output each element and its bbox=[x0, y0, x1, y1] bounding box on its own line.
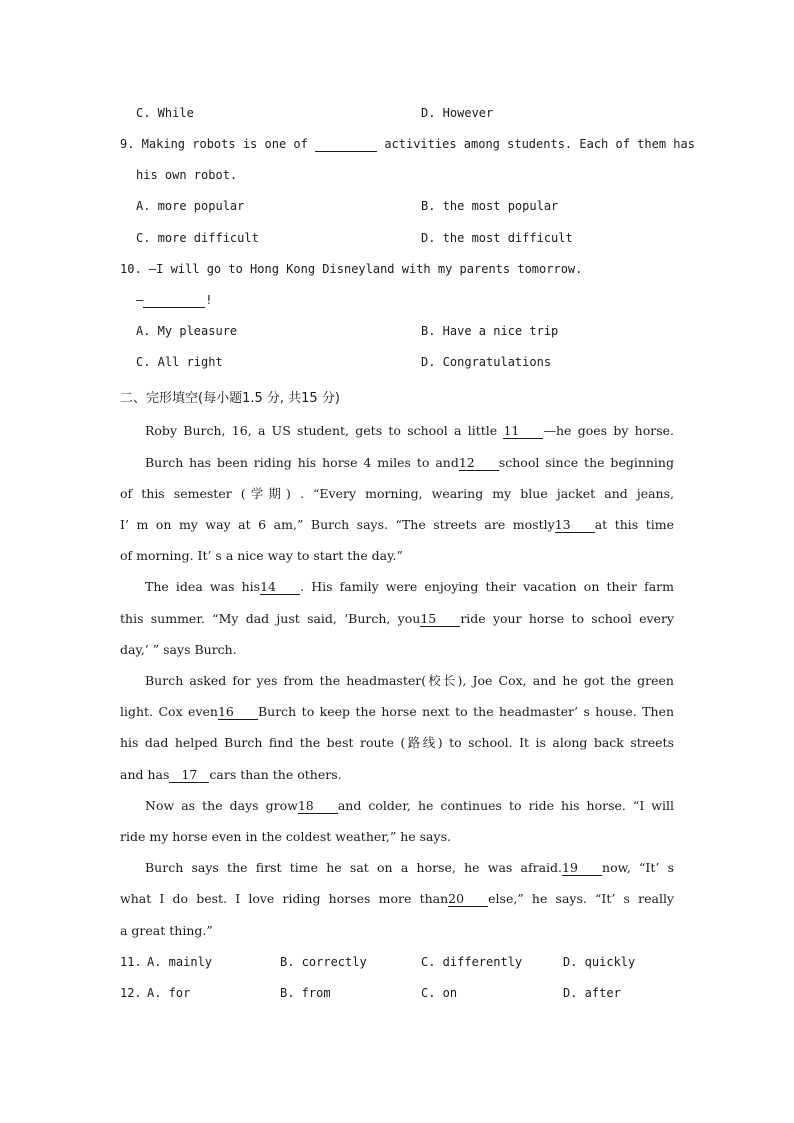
q11-option-b: B. correctly bbox=[280, 955, 367, 969]
passage-text: now, “It’ s bbox=[602, 860, 675, 875]
passage-text: Now as the days grow bbox=[145, 798, 298, 813]
passage-line bbox=[120, 517, 674, 533]
q9-option-d: D. the most difficult bbox=[421, 231, 573, 245]
blank-14: 14 bbox=[260, 580, 300, 595]
passage-text: light. Cox even bbox=[120, 704, 218, 719]
passage-line: day,’ ” says Burch. bbox=[120, 642, 237, 657]
passage-line: Burch asked for yes from the headmaster(校长), Joe Cox, and he got the green bbox=[145, 673, 674, 688]
passage-text: ride your horse to school every bbox=[460, 611, 674, 626]
blank-13: 13 bbox=[555, 518, 595, 533]
q8-option-c: C. While bbox=[136, 106, 194, 120]
q9-blank bbox=[315, 137, 377, 152]
passage-line bbox=[120, 891, 674, 907]
q9-stem bbox=[120, 136, 695, 152]
passage-text: what I do best. I love riding horses more than bbox=[120, 891, 449, 906]
q8-option-d: D. However bbox=[421, 106, 494, 120]
q9-option-c: C. more difficult bbox=[136, 231, 259, 245]
passage-line: his dad helped Burch find the best route (路线) to school. It is along back streets bbox=[120, 735, 674, 750]
passage-text: —he goes by horse. bbox=[543, 423, 674, 438]
q9-option-a: A. more popular bbox=[136, 199, 245, 213]
q9-stem-line2: his own robot. bbox=[136, 168, 238, 182]
passage-text: at this time bbox=[594, 517, 674, 532]
q10-option-c: C. All right bbox=[136, 355, 223, 369]
passage-text: Burch says the first time he sat on a horse, he was afraid. bbox=[145, 860, 563, 875]
q10-blank bbox=[143, 293, 205, 308]
passage-line bbox=[145, 455, 674, 471]
q11-option-d: D. quickly bbox=[563, 955, 636, 969]
passage-text: The idea was his bbox=[145, 579, 261, 594]
q9-option-b: B. the most popular bbox=[421, 199, 559, 213]
passage-line: of morning. It’ s a nice way to start the day.” bbox=[120, 548, 403, 563]
q10-reply-dash: — bbox=[136, 293, 144, 307]
q10-reply bbox=[136, 292, 212, 308]
q12-option-b: B. from bbox=[280, 986, 331, 1000]
passage-text: and has bbox=[120, 767, 170, 782]
passage-text: this summer. “My dad just said, ‘Burch, you bbox=[120, 611, 421, 626]
blank-17: 17 bbox=[169, 768, 209, 783]
q10-reply-end: ! bbox=[205, 293, 213, 307]
passage-text: school since the beginning bbox=[498, 455, 674, 470]
passage-line: of this semester (学期) . “Every morning, wearing my blue jacket and jeans, bbox=[120, 486, 674, 501]
q11-number: 11. bbox=[120, 955, 142, 969]
q9-stem-part: 9. Making robots is one of bbox=[120, 137, 308, 151]
passage-text: Burch to keep the horse next to the headmaster’ s house. Then bbox=[257, 704, 674, 719]
q12-option-d: D. after bbox=[563, 986, 621, 1000]
q11-option-a: A. mainly bbox=[147, 955, 213, 969]
passage-line bbox=[145, 423, 674, 439]
blank-15: 15 bbox=[420, 612, 460, 627]
passage-text: and colder, he continues to ride his horse. “I will bbox=[337, 798, 675, 813]
passage-line: ride my horse even in the coldest weather,” he says. bbox=[120, 829, 451, 844]
q10-stem: 10. —I will go to Hong Kong Disneyland with my parents tomorrow. bbox=[120, 262, 583, 276]
q10-option-b: B. Have a nice trip bbox=[421, 324, 559, 338]
passage-text: cars than the others. bbox=[209, 767, 342, 782]
q12-option-c: C. on bbox=[421, 986, 458, 1000]
passage-text: I’ m on my way at 6 am,” Burch says. “The streets are mostly bbox=[120, 517, 555, 532]
blank-12: 12 bbox=[459, 456, 499, 471]
blank-20: 20 bbox=[448, 892, 488, 907]
passage-line: a great thing.” bbox=[120, 923, 213, 938]
passage-line bbox=[120, 611, 674, 627]
q11-option-c: C. differently bbox=[421, 955, 523, 969]
q12-number: 12. bbox=[120, 986, 142, 1000]
blank-18: 18 bbox=[298, 799, 338, 814]
blank-16: 16 bbox=[218, 705, 258, 720]
passage-line bbox=[120, 767, 342, 783]
passage-line bbox=[120, 704, 674, 720]
q12-option-a: A. for bbox=[147, 986, 191, 1000]
q9-stem-part: activities among students. Each of them has bbox=[384, 137, 695, 151]
passage-line bbox=[145, 798, 674, 814]
passage-text: . His family were enjoying their vacation on their farm bbox=[300, 579, 674, 594]
passage-text: else,” he says. “It’ s really bbox=[488, 891, 674, 906]
section-heading: 二、完形填空(每小题1.5 分, 共15 分) bbox=[120, 391, 340, 406]
passage-text: Roby Burch, 16, a US student, gets to school a little bbox=[145, 423, 498, 438]
passage-text: Burch has been riding his horse 4 miles to and bbox=[145, 455, 459, 470]
blank-11: 11 bbox=[503, 424, 543, 439]
q10-option-d: D. Congratulations bbox=[421, 355, 552, 369]
passage-line bbox=[145, 579, 674, 595]
blank-19: 19 bbox=[562, 861, 602, 876]
q10-option-a: A. My pleasure bbox=[136, 324, 238, 338]
passage-line bbox=[145, 860, 674, 876]
